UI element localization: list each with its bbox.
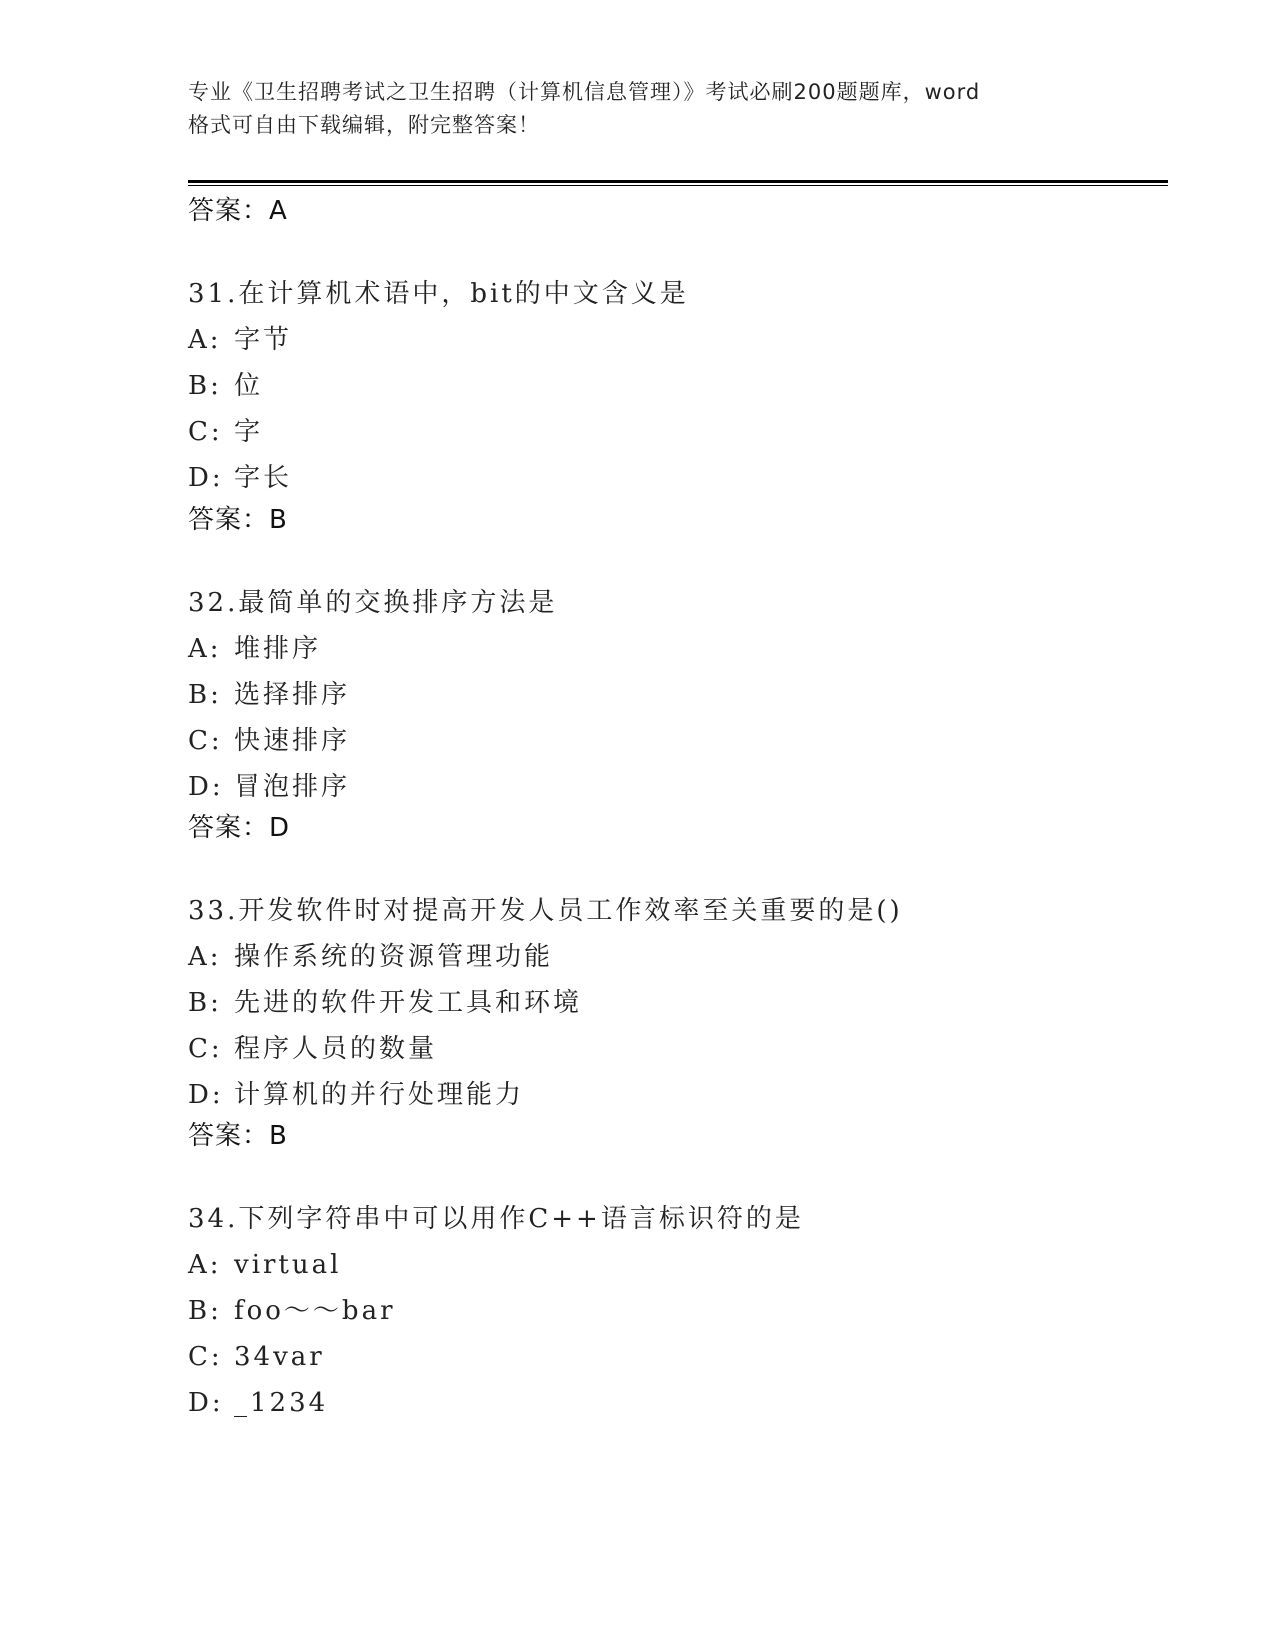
option-text: 34var (234, 1342, 325, 1372)
option-letter: C: (188, 1342, 223, 1372)
question-number: 33. (188, 896, 239, 926)
option-text: 字 (234, 417, 264, 447)
option-letter: D: (188, 463, 224, 493)
option-c (188, 1026, 1188, 1072)
header-divider-thick (188, 180, 1168, 183)
option-c (188, 1334, 1188, 1380)
answer-line-32 (188, 811, 290, 845)
answer-prefix: 答案： (188, 505, 270, 535)
option-text: 计算机的并行处理能力 (234, 1080, 525, 1110)
option-c (188, 718, 1188, 764)
option-a (188, 626, 1188, 672)
option-d (188, 1380, 1188, 1426)
option-a (188, 934, 1188, 980)
answer-line-previous (188, 194, 288, 228)
option-text: 先进的软件开发工具和环境 (234, 988, 583, 1018)
question-32 (188, 580, 1188, 810)
option-letter: B: (188, 988, 222, 1018)
header-line-1: 专业《卫生招聘考试之卫生招聘（计算机信息管理）》考试必刷200题题库，word (188, 80, 981, 104)
option-a (188, 317, 1188, 363)
answer-value: D (269, 813, 291, 843)
question-text: 最简单的交换排序方法是 (238, 588, 558, 618)
option-letter: B: (188, 1296, 222, 1326)
answer-value: B (269, 1121, 288, 1151)
question-number: 34. (188, 1204, 239, 1234)
option-text: 位 (234, 371, 264, 401)
option-text: 程序人员的数量 (234, 1034, 438, 1064)
option-text: 字节 (234, 325, 293, 355)
option-letter: D: (188, 1080, 224, 1110)
question-number: 32. (188, 588, 239, 618)
option-text: 操作系统的资源管理功能 (234, 942, 554, 972)
option-b (188, 1288, 1188, 1334)
answer-value: A (269, 196, 288, 226)
question-34 (188, 1196, 1188, 1426)
question-text: 下列字符串中可以用作C++语言标识符的是 (238, 1204, 804, 1234)
document-header (188, 76, 1108, 142)
option-text: virtual (234, 1250, 342, 1280)
option-letter: A: (188, 325, 222, 355)
option-letter: A: (188, 942, 222, 972)
option-text: _1234 (234, 1388, 329, 1418)
option-d (188, 1072, 1188, 1118)
question-stem (188, 271, 1188, 317)
option-b (188, 363, 1188, 409)
option-b (188, 672, 1188, 718)
question-stem (188, 580, 1188, 626)
option-b (188, 980, 1188, 1026)
question-text: 开发软件时对提高开发人员工作效率至关重要的是() (238, 896, 903, 926)
option-d (188, 764, 1188, 810)
option-letter: B: (188, 371, 222, 401)
header-divider-thin (188, 185, 1168, 186)
option-letter: A: (188, 634, 222, 664)
option-text: foo～～bar (234, 1296, 396, 1326)
option-letter: D: (188, 772, 224, 802)
question-number: 31. (188, 279, 239, 309)
question-text: 在计算机术语中，bit的中文含义是 (238, 279, 689, 309)
option-d (188, 455, 1188, 501)
option-letter: A: (188, 1250, 222, 1280)
option-text: 堆排序 (234, 634, 322, 664)
answer-line-31 (188, 503, 288, 537)
question-stem (188, 888, 1188, 934)
answer-prefix: 答案： (188, 813, 270, 843)
answer-value: B (269, 505, 288, 535)
option-letter: C: (188, 417, 223, 447)
header-line-2: 格式可自由下载编辑，附完整答案！ (188, 113, 540, 137)
option-letter: D: (188, 1388, 224, 1418)
answer-line-33 (188, 1119, 288, 1153)
answer-prefix: 答案： (188, 1121, 270, 1151)
option-text: 冒泡排序 (234, 772, 351, 802)
answer-prefix: 答案： (188, 196, 270, 226)
option-text: 快速排序 (234, 726, 351, 756)
option-c (188, 409, 1188, 455)
option-letter: C: (188, 726, 223, 756)
option-letter: B: (188, 680, 222, 710)
question-31 (188, 271, 1188, 501)
question-stem (188, 1196, 1188, 1242)
option-letter: C: (188, 1034, 223, 1064)
option-text: 选择排序 (234, 680, 351, 710)
question-33 (188, 888, 1188, 1118)
option-text: 字长 (234, 463, 293, 493)
option-a (188, 1242, 1188, 1288)
